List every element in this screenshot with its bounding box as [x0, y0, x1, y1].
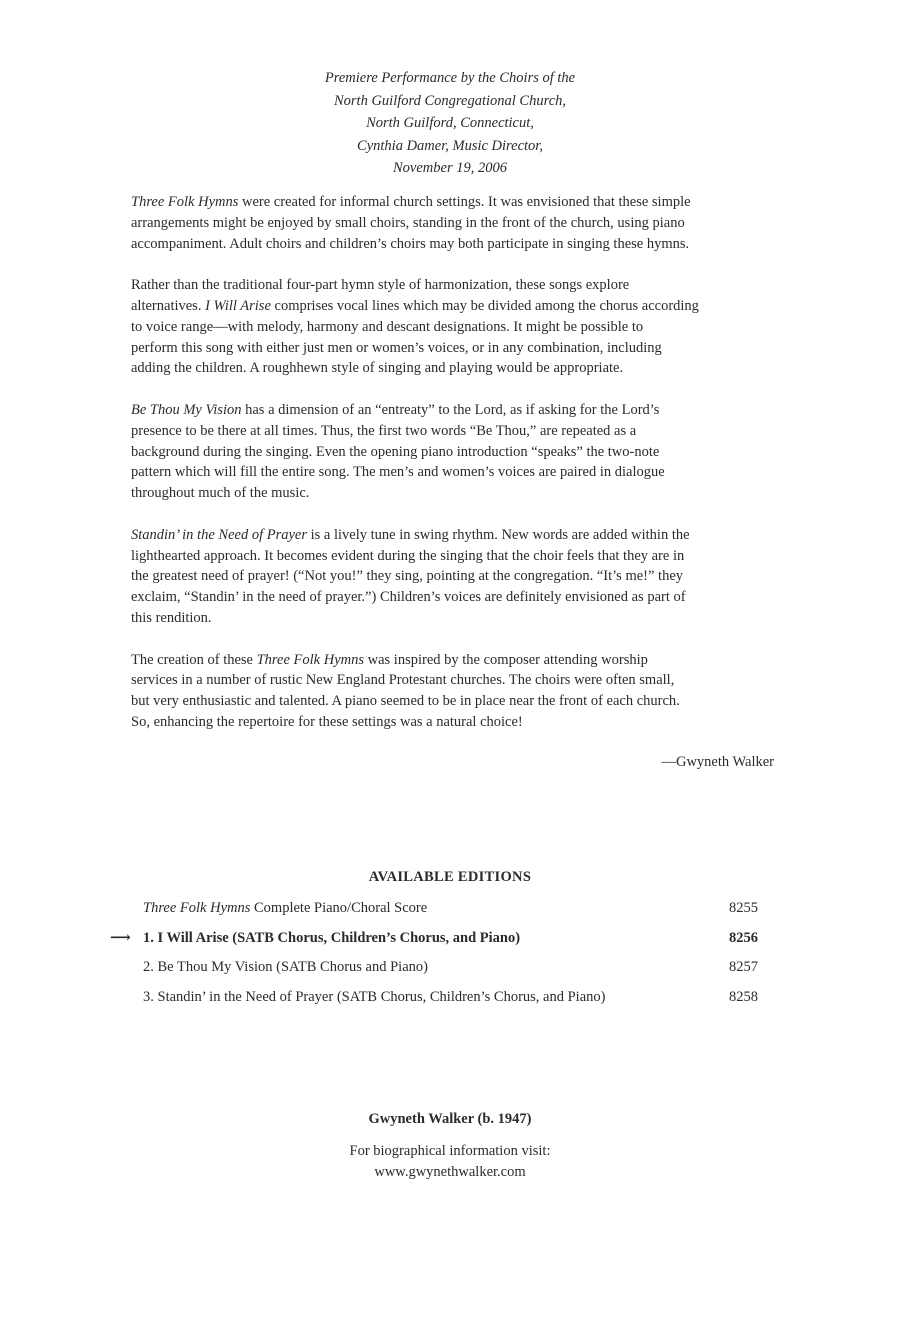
premiere-line: November 19, 2006 — [393, 160, 507, 176]
edition-number: 8258 — [729, 988, 758, 1005]
premiere-line: North Guilford Congregational Church, — [333, 92, 566, 109]
edition-row — [110, 955, 758, 985]
work-title: I Will Arise — [205, 297, 271, 314]
composer-name: Gwyneth Walker (b. 1947) — [368, 1111, 532, 1127]
arrow-right-icon: ⟶ — [110, 929, 131, 946]
program-notes — [131, 192, 781, 733]
website-link[interactable]: www.gwynethwalker.com — [374, 1164, 526, 1180]
premiere-line: North Guilford, Connecticut, — [366, 115, 534, 131]
premiere-line: Premiere Performance by the Choirs of the — [324, 70, 576, 86]
paragraph-intro: Three Folk Hymns were created for informal church settings. It was envisioned that these simple arrangements might be enjoyed by small choirs, standing in the front of the church, using piano accompaniment. Adult choirs and children’s choirs may both participate in singing these hymns. — [131, 194, 691, 252]
edition-title: Three Folk Hymns Complete Piano/Choral Score — [143, 900, 428, 916]
work-title: Three Folk Hymns — [131, 194, 239, 210]
bio-line: For biographical information visit: — [349, 1143, 551, 1159]
edition-row-current — [110, 926, 758, 956]
edition-number: 8255 — [729, 900, 758, 916]
paragraph-standin: Standin’ in the Need of Prayer is a lively tune in swing rhythm. New words are added within the lighthearted approach. It becomes evident during the singing that the choir feels that they are in the greatest need of prayer! (“Not you!” they sing, pointing at the congregation. “It’s me!” they exclaim, “Standin’ in the need of prayer.”) Children’s voices are definitely envisioned as part of this rendition. — [131, 526, 690, 626]
edition-row — [110, 985, 758, 1015]
edition-number: 8256 — [729, 929, 758, 946]
paragraph-creation: The creation of these Three Folk Hymns was inspired by the composer attending worship services in a number of rustic New England Protestant churches. The choirs were often small, but very enthusiastic and talented. A piano seemed to be in place near the front of each church. So, enhancing the repertoire for these settings was a natural choice! — [131, 651, 680, 730]
edition-title: 3. Standin’ in the Need of Prayer (SATB Chorus, Children’s Chorus, and Piano) — [143, 988, 606, 1005]
premiere-credits — [0, 67, 900, 180]
editions-list — [110, 896, 758, 1014]
edition-number: 8257 — [729, 959, 758, 975]
premiere-line: Cynthia Damer, Music Director, — [357, 137, 543, 154]
editions-heading: AVAILABLE EDITIONS — [368, 869, 532, 885]
composer-bio — [0, 1141, 900, 1183]
work-title: Be Thou My Vision — [131, 401, 242, 418]
edition-title: 2. Be Thou My Vision (SATB Chorus and Piano) — [143, 959, 428, 975]
work-title: Standin’ in the Need of Prayer — [131, 526, 307, 543]
work-title: Three Folk Hymns — [256, 651, 364, 668]
paragraph-be-thou-my-vision: Be Thou My Vision has a dimension of an “entreaty” to the Lord, as if asking for the Lord’s presence to be there at all times. Thus, the first two words “Be Thou,” are repeated as a background during the singing. Even the opening piano introduction “speaks” the two-note pattern which will fill the entire song. The men’s and women’s voices are paired in dialogue throughout much of the music. — [131, 401, 665, 502]
paragraph-i-will-arise: Rather than the traditional four-part hymn style of harmonization, these songs explore alternatives. I Will Arise comprises vocal lines which may be divided among the chorus according to voice range—with melody, harmony and descant designations. It might be possible to perform this song with either just men or women’s voices, or in any combination, including adding the children. A roughhewn style of singing and playing would be appropriate. — [131, 277, 699, 377]
edition-title: 1. I Will Arise (SATB Chorus, Children’s Chorus, and Piano) — [143, 929, 521, 946]
edition-row-complete — [110, 896, 758, 926]
author-signature: —Gwyneth Walker — [661, 754, 774, 770]
